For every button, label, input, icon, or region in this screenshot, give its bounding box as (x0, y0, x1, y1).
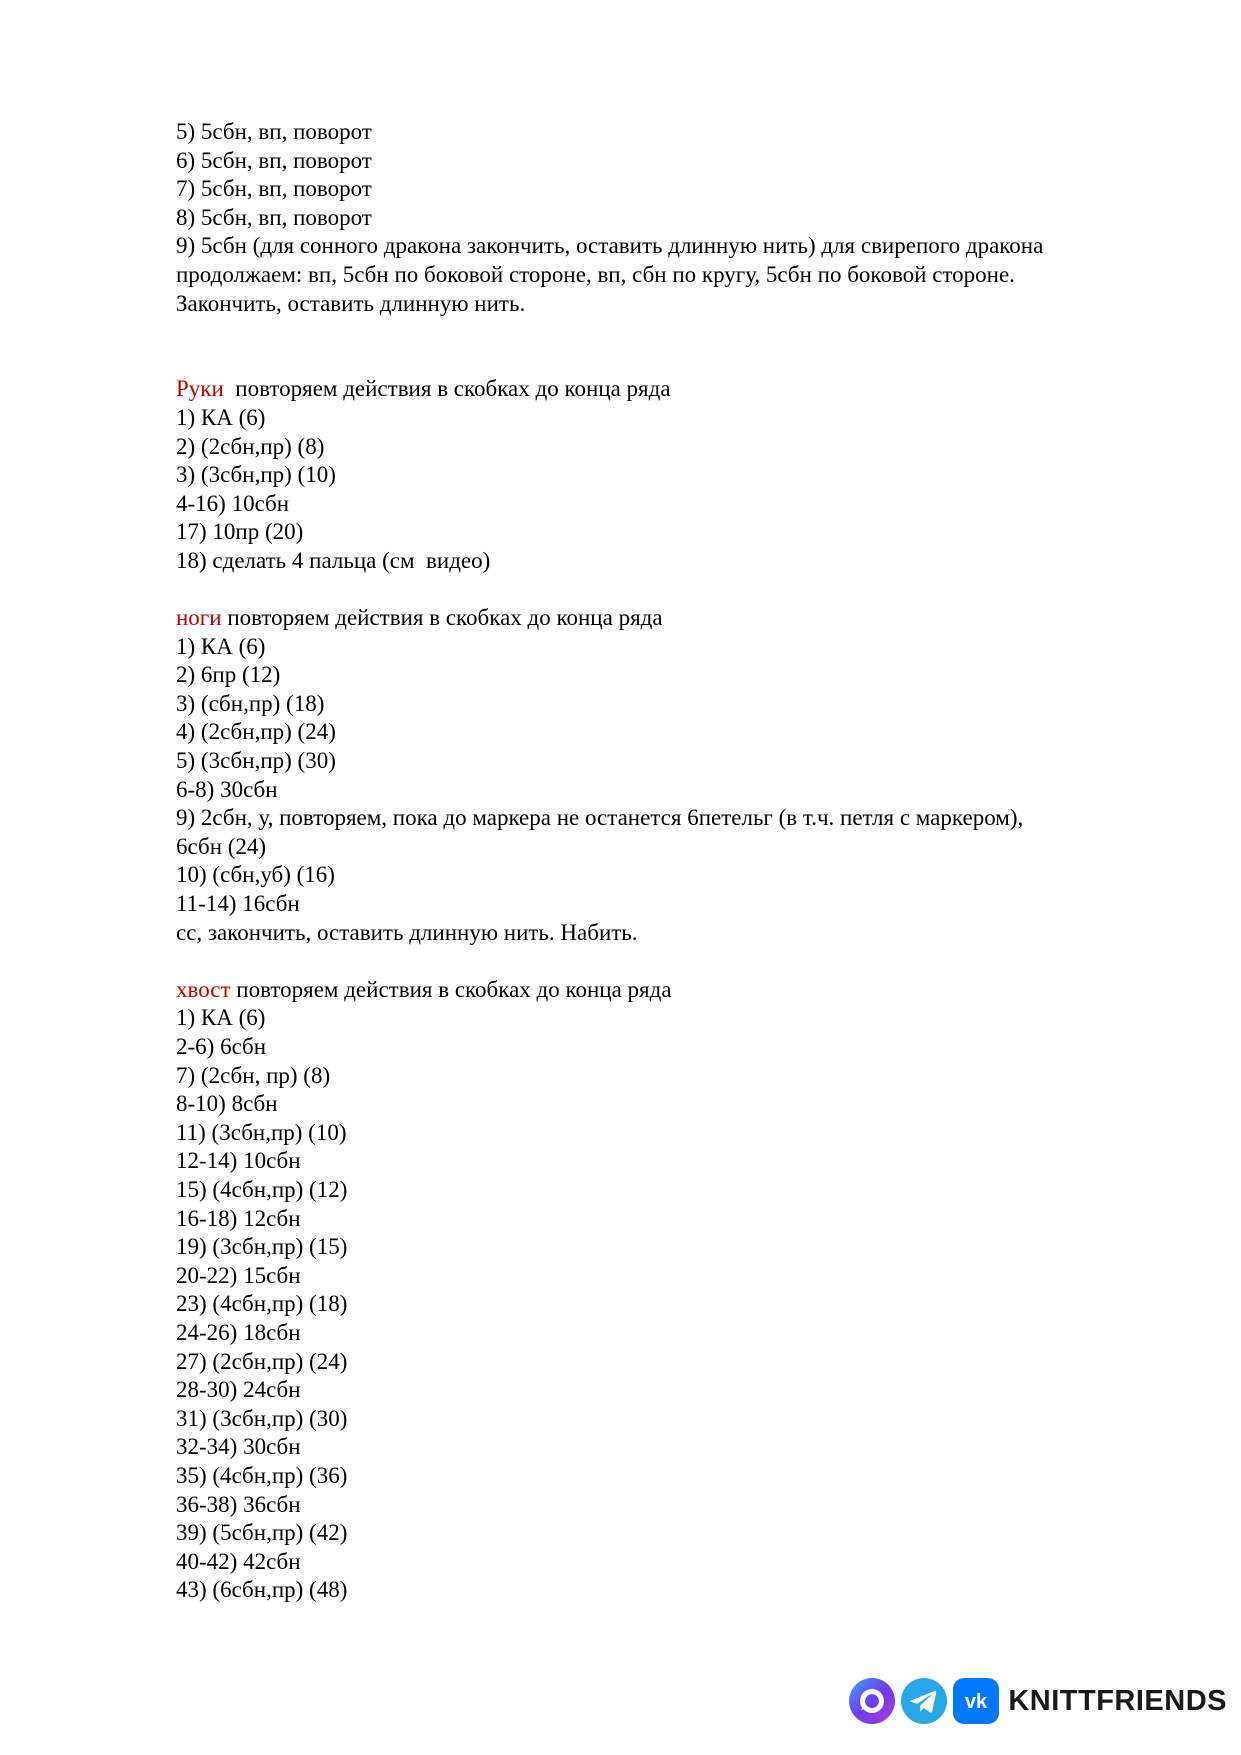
text-line: 2) 6пр (12) (176, 662, 281, 688)
text-line: 43) (6сбн,пр) (48) (176, 1577, 348, 1603)
section-heading (176, 375, 1136, 404)
text-line: 16-18) 12сбн (176, 1205, 301, 1231)
text-line: 35) (4сбн,пр) (36) (176, 1462, 348, 1488)
arms-section (176, 375, 1136, 575)
arms-subtitle: повторяем действия в скобках до конца ряда (223, 376, 671, 402)
text-line: 40-42) 42сбн (176, 1548, 301, 1574)
spacer (176, 318, 1136, 375)
vk-icon[interactable] (952, 1677, 1000, 1725)
text-line: 8-10) 8сбн (176, 1091, 278, 1117)
text-line: 12-14) 10сбн (176, 1148, 301, 1174)
legs-section (176, 604, 1136, 947)
text-line: 28-30) 24сбн (176, 1377, 301, 1403)
telegram-icon[interactable] (900, 1677, 948, 1725)
spacer (176, 576, 1136, 605)
footer-branding (848, 1677, 1227, 1725)
text-line: 4-16) 10сбн (176, 490, 290, 516)
text-line: 20-22) 15сбн (176, 1262, 301, 1288)
text-line: 2) (2сбн,пр) (8) (176, 433, 325, 459)
text-line: 2-6) 6сбн (176, 1034, 267, 1059)
text-line: 1) КА (6) (176, 1005, 266, 1031)
arms-heading: Руки (176, 376, 224, 402)
text-line: 32-34) 30сбн (176, 1434, 301, 1460)
text-line: 17) 10пр (20) (176, 519, 304, 545)
vk-mark: vk (965, 1691, 988, 1713)
document-page (176, 118, 1136, 1605)
section-heading (176, 604, 1136, 633)
text-line: 7) (2сбн, пр) (8) (176, 1062, 331, 1088)
max-messenger-icon[interactable] (848, 1677, 896, 1725)
text-line: 6-8) 30сбн (176, 776, 278, 802)
text-line: Закончить, оставить длинную нить. (176, 290, 526, 316)
text-line: сс, закончить, оставить длинную нить. Набить. (176, 919, 638, 945)
text-line: 6сбн (24) (176, 833, 267, 859)
text-line: 1) КА (6) (176, 404, 266, 430)
text-line: 27) (2сбн,пр) (24) (176, 1348, 348, 1374)
text-line: 18) сделать 4 пальца (см видео) (176, 547, 491, 573)
text-line: 1) КА (6) (176, 633, 266, 659)
text-line: 5) 5сбн, вп, поворот (176, 119, 372, 144)
text-line: 7) 5сбн, вп, поворот (176, 176, 372, 202)
text-line: 23) (4сбн,пр) (18) (176, 1291, 348, 1317)
legs-heading: ноги (176, 605, 222, 631)
legs-subtitle: повторяем действия в скобках до конца ряда (221, 605, 663, 631)
tail-heading: хвост (176, 976, 231, 1002)
brand-name: KNITTFRIENDS (1008, 1684, 1227, 1717)
tail-subtitle: повторяем действия в скобках до конца ряда (230, 976, 672, 1002)
text-line: 9) 5сбн (для сонного дракона закончить, оставить длинную нить) для свирепого дракона (176, 233, 1044, 259)
text-line: 10) (сбн,уб) (16) (176, 862, 335, 888)
text-line: 11-14) 16сбн (176, 891, 300, 917)
text-line: 15) (4сбн,пр) (12) (176, 1176, 348, 1202)
text-line: 9) 2сбн, у, повторяем, пока до маркера не останется 6петельг (в т.ч. петля с маркером), (176, 805, 1024, 831)
text-line: продолжаем: вп, 5сбн по боковой стороне, вп, сбн по кругу, 5сбн по боковой стороне. (176, 261, 1015, 287)
text-line: 6) 5сбн, вп, поворот (176, 147, 372, 173)
tail-section (176, 976, 1136, 1605)
text-line: 5) (3сбн,пр) (30) (176, 748, 336, 774)
text-line: 3) (3сбн,пр) (10) (176, 462, 336, 488)
text-line: 36-38) 36сбн (176, 1491, 301, 1517)
text-line: 11) (3сбн,пр) (10) (176, 1119, 347, 1145)
text-line: 39) (5сбн,пр) (42) (176, 1520, 348, 1546)
text-line: 8) 5сбн, вп, поворот (176, 204, 372, 230)
section-heading (176, 976, 1136, 1005)
text-line: 4) (2сбн,пр) (24) (176, 719, 336, 745)
text-line: 24-26) 18сбн (176, 1319, 301, 1345)
intro-section (176, 118, 1136, 318)
text-line: 3) (сбн,пр) (18) (176, 690, 325, 716)
text-line: 19) (3сбн,пр) (15) (176, 1234, 348, 1260)
text-line: 31) (3сбн,пр) (30) (176, 1405, 348, 1431)
spacer (176, 947, 1136, 976)
